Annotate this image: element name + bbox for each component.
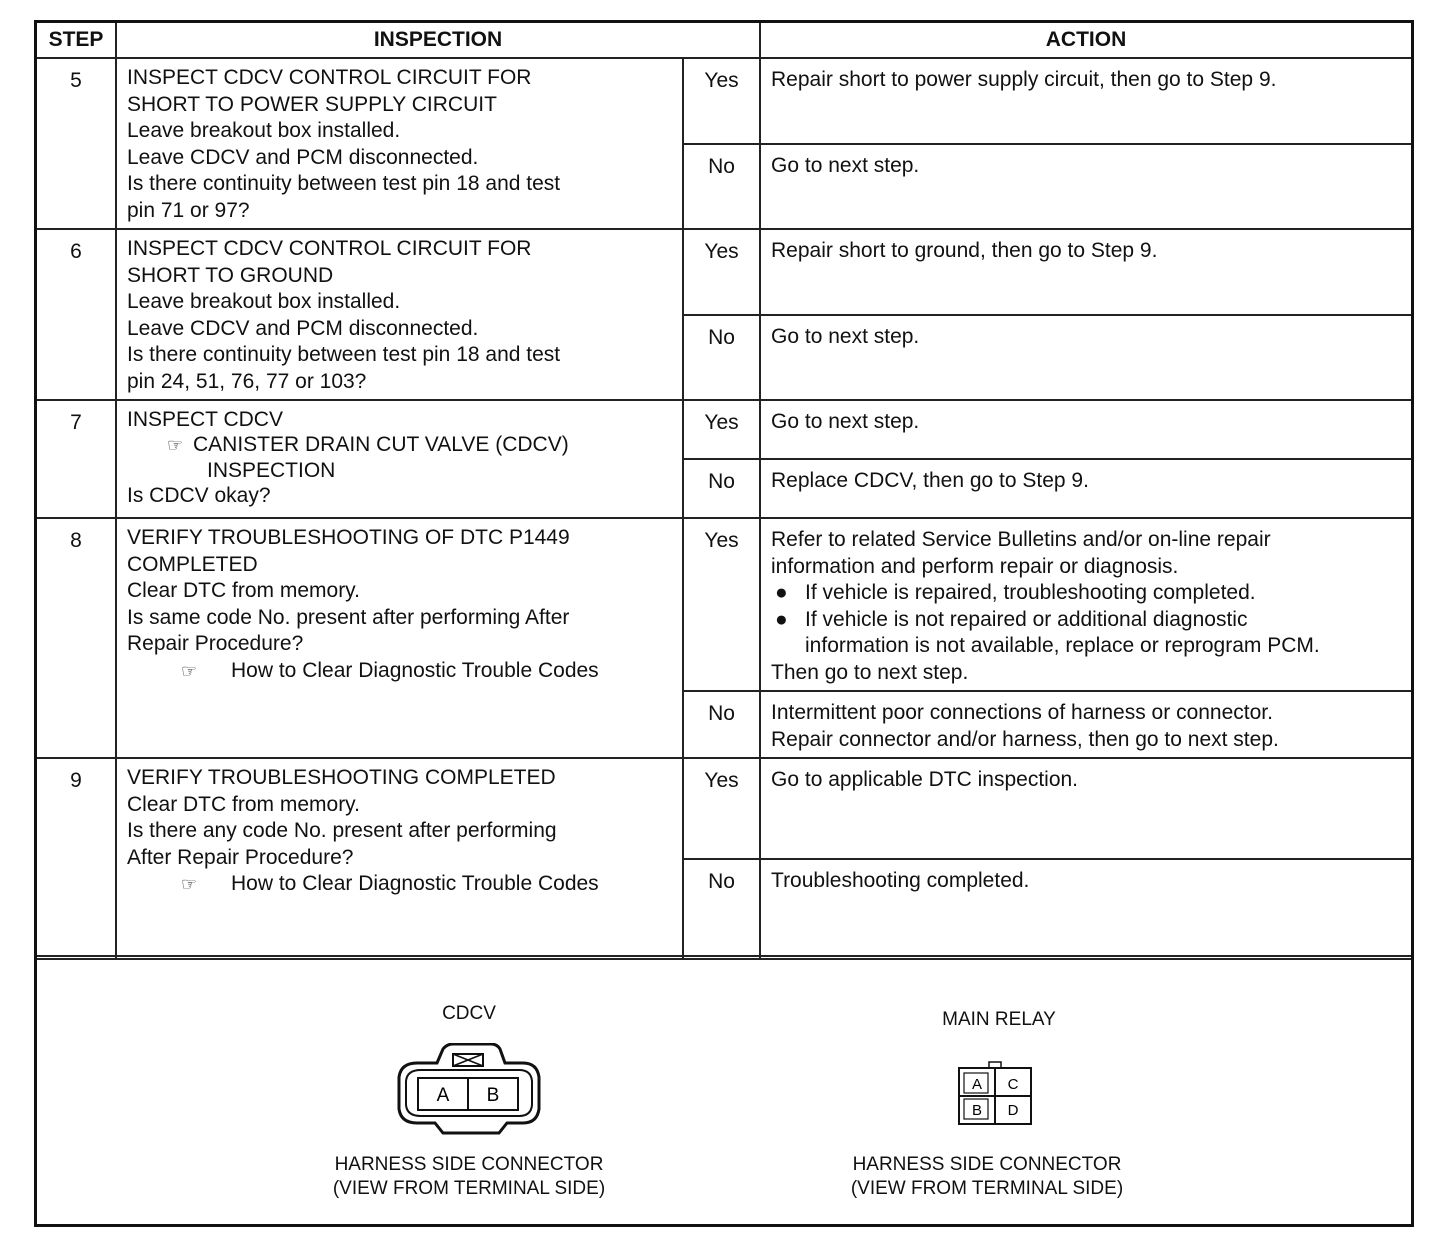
- step-number: 9: [37, 758, 116, 959]
- relay-caption-line: (VIEW FROM TERMINAL SIDE): [850, 1178, 1124, 1199]
- inspection-text: Is there any code No. present after performing: [127, 819, 557, 842]
- yes-action: Repair short to power supply circuit, then go to Step 9.: [760, 58, 1411, 144]
- bullet-text-line: information is not available, replace or reprogram PCM.: [805, 634, 1320, 657]
- relay-connector-title: MAIN RELAY: [942, 1009, 1056, 1030]
- action-text: Repair connector and/or harness, then go to next step.: [771, 727, 1279, 751]
- table-row: [37, 58, 1411, 144]
- reference-text: How to Clear Diagnostic Trouble Codes: [231, 872, 599, 895]
- action-text: Intermittent poor connections of harness or connector.: [771, 701, 1273, 724]
- yes-action: Repair short to ground, then go to Step 9.: [760, 229, 1411, 315]
- inspection-cell: [116, 400, 683, 518]
- reference-text: INSPECTION: [207, 459, 336, 482]
- main-relay-connector-icon: [955, 1061, 1037, 1127]
- table-row: [37, 400, 1411, 459]
- no-action: Troubleshooting completed.: [760, 859, 1411, 959]
- reference-link: [127, 658, 674, 685]
- inspection-cell: [116, 758, 683, 959]
- inspection-text: Leave CDCV and PCM disconnected.: [127, 316, 479, 340]
- bullet-text-line: If vehicle is not repaired or additional diagnostic: [805, 607, 1248, 631]
- inspection-table: [37, 23, 1411, 960]
- table-row: [37, 518, 1411, 691]
- cdcv-connector-icon: [395, 1043, 543, 1135]
- header-inspection: INSPECTION: [116, 23, 760, 58]
- inspection-document: [34, 20, 1414, 1227]
- bullet-item: [771, 580, 1403, 607]
- bullet-text: [805, 607, 1403, 660]
- inspection-title: COMPLETED: [127, 552, 258, 576]
- inspection-title: SHORT TO POWER SUPPLY CIRCUIT: [127, 92, 497, 116]
- no-action: [760, 691, 1411, 758]
- inspection-text: pin 71 or 97?: [127, 198, 250, 222]
- table-row: [37, 229, 1411, 315]
- no-action: Go to next step.: [760, 315, 1411, 401]
- no-label: No: [683, 691, 760, 758]
- inspection-title: INSPECT CDCV: [127, 408, 283, 431]
- inspection-text: Leave CDCV and PCM disconnected.: [127, 145, 479, 169]
- cdcv-caption: [269, 1153, 669, 1201]
- inspection-text: Is there continuity between test pin 18 and test: [127, 343, 561, 366]
- inspection-text: Is there continuity between test pin 18 and test: [127, 172, 561, 195]
- no-label: No: [683, 459, 760, 518]
- inspection-text: Clear DTC from memory.: [127, 579, 360, 602]
- yes-label: Yes: [683, 518, 760, 691]
- yes-label: Yes: [683, 400, 760, 459]
- bullet-text: If vehicle is repaired, troubleshooting completed.: [805, 581, 1256, 604]
- inspection-text: Leave breakout box installed.: [127, 290, 401, 313]
- yes-action: Go to next step.: [760, 400, 1411, 459]
- action-text: Refer to related Service Bulletins and/or on-line repair: [771, 528, 1271, 551]
- header-row: [37, 23, 1411, 58]
- reference-icon: ☞: [181, 874, 198, 894]
- cdcv-pin-a: A: [436, 1085, 450, 1106]
- no-label: No: [683, 315, 760, 401]
- relay-pin-b: B: [971, 1102, 983, 1119]
- inspection-cell: [116, 229, 683, 400]
- step-number: 6: [37, 229, 116, 400]
- header-action: ACTION: [760, 23, 1411, 58]
- no-action: Replace CDCV, then go to Step 9.: [760, 459, 1411, 518]
- bullet-item: [771, 607, 1403, 660]
- no-label: No: [683, 144, 760, 229]
- yes-action: Go to applicable DTC inspection.: [760, 758, 1411, 859]
- inspection-title: INSPECT CDCV CONTROL CIRCUIT FOR: [127, 66, 532, 89]
- inspection-text: pin 24, 51, 76, 77 or 103?: [127, 369, 367, 393]
- inspection-text: Is CDCV okay?: [127, 484, 271, 507]
- relay-pin-a: A: [971, 1076, 983, 1093]
- inspection-text: Clear DTC from memory.: [127, 792, 360, 816]
- yes-action: [760, 518, 1411, 691]
- table-row: [37, 758, 1411, 859]
- bullet-icon: ●: [775, 607, 788, 631]
- cdcv-connector-title: CDCV: [442, 1003, 496, 1024]
- bullet-icon: ●: [775, 581, 788, 604]
- yes-label: Yes: [683, 758, 760, 859]
- inspection-title: SHORT TO GROUND: [127, 263, 334, 287]
- yes-label: Yes: [683, 58, 760, 144]
- inspection-cell: [116, 518, 683, 758]
- inspection-cell: [116, 58, 683, 229]
- cdcv-pin-b: B: [486, 1085, 500, 1106]
- cdcv-caption-line: (VIEW FROM TERMINAL SIDE): [332, 1178, 606, 1199]
- inspection-title: VERIFY TROUBLESHOOTING OF DTC P1449: [127, 526, 570, 549]
- step-number: 5: [37, 58, 116, 229]
- action-text: Then go to next step.: [771, 660, 969, 684]
- relay-pin-d: D: [1007, 1102, 1019, 1119]
- relay-caption: [787, 1153, 1187, 1201]
- inspection-title: VERIFY TROUBLESHOOTING COMPLETED: [127, 766, 556, 789]
- reference-link: [127, 871, 674, 898]
- step-number: 7: [37, 400, 116, 518]
- reference-text: CANISTER DRAIN CUT VALVE (CDCV): [193, 433, 569, 456]
- connector-diagrams: [37, 955, 1411, 1229]
- cdcv-caption-line: HARNESS SIDE CONNECTOR: [334, 1154, 604, 1175]
- reference-icon: ☞: [167, 435, 184, 455]
- inspection-text: After Repair Procedure?: [127, 845, 354, 869]
- reference-text: How to Clear Diagnostic Trouble Codes: [231, 658, 599, 682]
- inspection-title: INSPECT CDCV CONTROL CIRCUIT FOR: [127, 237, 532, 260]
- reference-icon: ☞: [181, 660, 198, 681]
- inspection-text: Repair Procedure?: [127, 632, 304, 655]
- inspection-text: Leave breakout box installed.: [127, 119, 401, 142]
- relay-pin-c: C: [1007, 1076, 1019, 1093]
- header-step: STEP: [37, 23, 116, 58]
- step-number: 8: [37, 518, 116, 758]
- yes-label: Yes: [683, 229, 760, 315]
- no-label: No: [683, 859, 760, 959]
- no-action: Go to next step.: [760, 144, 1411, 229]
- inspection-text: Is same code No. present after performing After: [127, 605, 570, 629]
- reference-link: [127, 432, 674, 458]
- action-text: information and perform repair or diagnosis.: [771, 554, 1179, 578]
- relay-caption-line: HARNESS SIDE CONNECTOR: [852, 1154, 1122, 1175]
